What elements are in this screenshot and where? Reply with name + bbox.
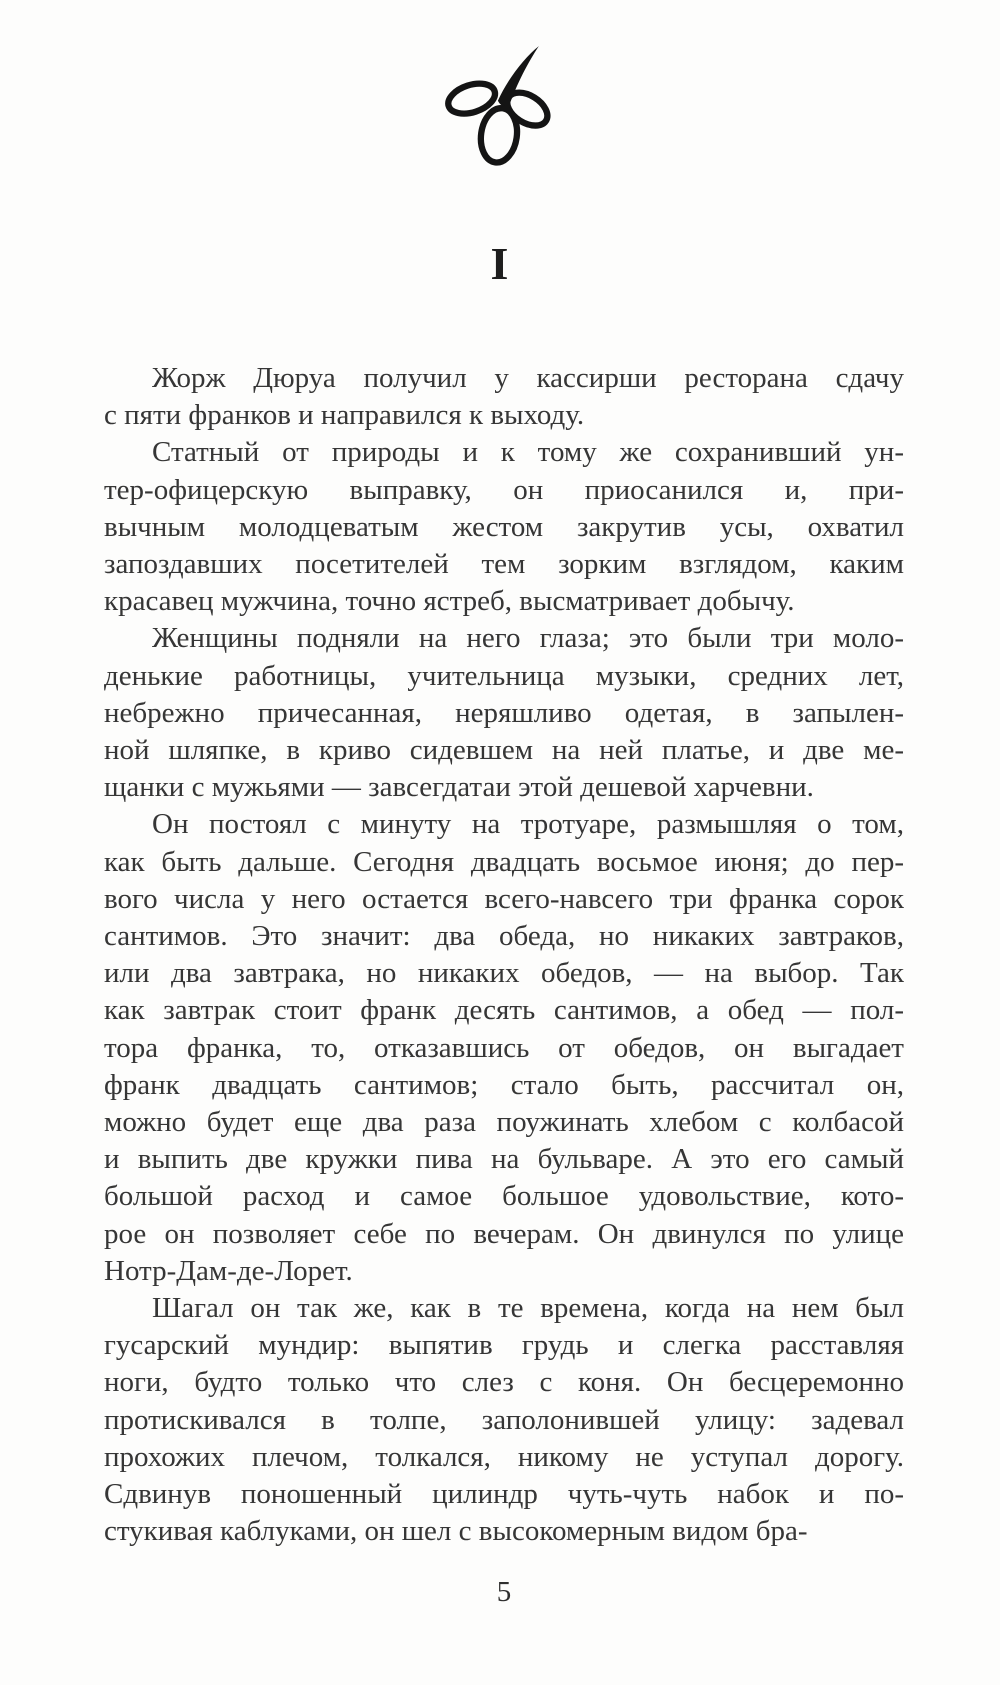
text-line: сантимов. Это значит: два обеда, но никаких завтраков, [104, 920, 904, 953]
text-line: можно будет еще два раза поужинать хлебом с колбасой [104, 1106, 904, 1139]
text-line: Он постоял с минуту на тротуаре, размышляя о том, [152, 808, 904, 841]
paragraph [104, 434, 904, 620]
text-line: денькие работницы, учительница музыки, средних лет, [104, 659, 904, 692]
paragraph [104, 360, 904, 434]
text-line: тер-офицерскую выправку, он приосанился и, при- [104, 473, 904, 506]
paragraph [104, 1290, 904, 1550]
text-line: Нотр-Дам-де-Лорет. [104, 1254, 353, 1287]
page-number: 5 [496, 1576, 512, 1608]
text-line: ной шляпке, в криво сидевшем на ней платье, и две ме- [104, 734, 904, 767]
text-line: ноги, будто только что слез с коня. Он бесцеремонно [104, 1366, 904, 1399]
text-line: рое он позволяет себе по вечерам. Он двинулся по улице [104, 1217, 904, 1250]
chapter-heading: I [490, 238, 510, 289]
text-line: Статный от природы и к тому же сохранивший ун- [152, 436, 904, 469]
text-line: Женщины подняли на него глаза; это были три моло- [152, 622, 904, 655]
text-line: вого числа у него остается всего-навсего три франка сорок [104, 882, 904, 915]
text-line: прохожих плечом, толкался, никому не уступал дорогу. [104, 1440, 904, 1473]
text-line: запоздавших посетителей тем зорким взглядом, каким [104, 548, 904, 581]
text-line: красавец мужчина, точно ястреб, высматривает добычу. [104, 585, 795, 618]
text-line: небрежно причесанная, неряшливо одетая, в запылен- [104, 696, 904, 729]
text-line: франк двадцать сантимов; стало быть, рассчитал он, [104, 1068, 904, 1101]
text-line: стукивая каблуками, он шел с высокомерным видом бра- [104, 1515, 808, 1548]
flourish-ornament-icon [437, 44, 563, 170]
text-line: большой расход и самое большое удовольствие, кото- [104, 1180, 904, 1213]
paragraph [104, 620, 904, 806]
paragraph [104, 806, 904, 1290]
text-line: и выпить две кружки пива на бульваре. А это его самый [104, 1143, 904, 1176]
text-line: тора франка, то, отказавшись от обедов, он выгадает [104, 1031, 904, 1064]
text-line: протискивался в толпе, заполонившей улицу: задевал [104, 1403, 904, 1436]
body-text [104, 360, 904, 1551]
text-line: как быть дальше. Сегодня двадцать восьмое июня; до пер- [104, 845, 904, 878]
text-line: с пяти франков и направился к выходу. [104, 399, 585, 432]
text-line: вычным молодцеватым жестом закрутив усы, охватил [104, 510, 904, 543]
text-line: Шагал он так же, как в те времена, когда на нем был [152, 1292, 904, 1325]
text-line: как завтрак стоит франк десять сантимов, а обед — пол- [104, 994, 904, 1027]
text-line: Жорж Дюруа получил у кассирши ресторана сдачу [152, 362, 904, 394]
text-line: гусарский мундир: выпятив грудь и слегка расставляя [104, 1329, 904, 1362]
text-line: Сдвинув поношенный цилиндр чуть-чуть набок и по- [104, 1478, 904, 1511]
text-line: или два завтрака, но никаких обедов, — на выбор. Так [104, 957, 904, 990]
text-line: щанки с мужьями — завсегдатаи этой дешевой харчевни. [104, 771, 814, 804]
